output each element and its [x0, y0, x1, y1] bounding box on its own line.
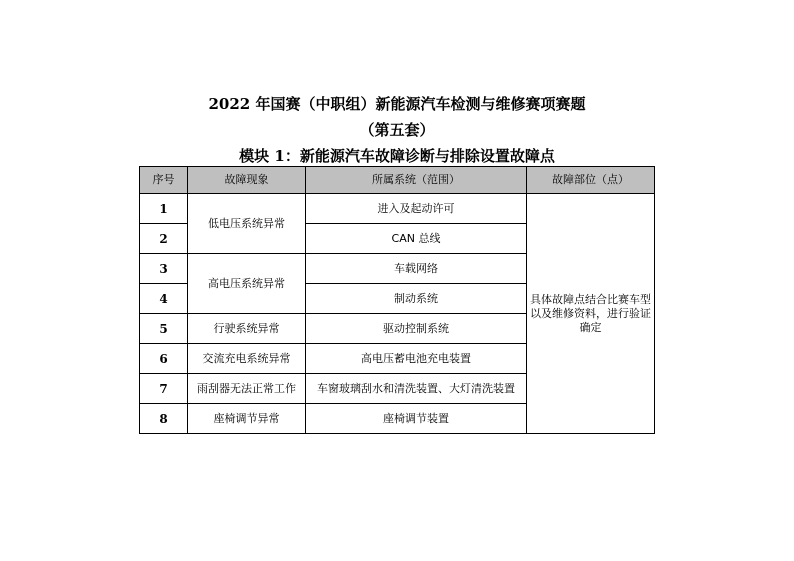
header-no: 序号 [140, 167, 188, 194]
row-system: 驱动控制系统 [306, 314, 527, 344]
row-symptom: 交流充电系统异常 [188, 344, 306, 374]
row-symptom: 行驶系统异常 [188, 314, 306, 344]
table-header-row [140, 167, 655, 194]
row-symptom: 座椅调节异常 [188, 404, 306, 434]
module-heading: 模块 1：新能源汽车故障诊断与排除设置故障点 [239, 147, 555, 165]
row-no: 5 [140, 314, 188, 344]
row-system: 座椅调节装置 [306, 404, 527, 434]
row-no: 6 [140, 344, 188, 374]
row-no: 1 [140, 194, 188, 224]
header-symptom: 故障现象 [188, 167, 306, 194]
row-system: 高电压蓄电池充电装置 [306, 344, 527, 374]
row-no: 4 [140, 284, 188, 314]
row-no: 2 [140, 224, 188, 254]
row-system: 制动系统 [306, 284, 527, 314]
header-location: 故障部位（点） [527, 167, 655, 194]
row-no: 7 [140, 374, 188, 404]
table-row [140, 194, 655, 224]
fault-table [139, 166, 655, 434]
row-no: 8 [140, 404, 188, 434]
row-symptom: 低电压系统异常 [188, 194, 306, 254]
row-system: 车载网络 [306, 254, 527, 284]
row-symptom: 高电压系统异常 [188, 254, 306, 314]
header-system: 所属系统（范围） [306, 167, 527, 194]
row-no: 3 [140, 254, 188, 284]
document-subtitle: （第五套） [359, 121, 435, 139]
row-system: 车窗玻璃刮水和清洗装置、大灯清洗装置 [306, 374, 527, 404]
row-system: CAN 总线 [306, 224, 527, 254]
row-system: 进入及起动许可 [306, 194, 527, 224]
row-symptom: 雨刮器无法正常工作 [188, 374, 306, 404]
document-title: 2022 年国赛（中职组）新能源汽车检测与维修赛项赛题 [208, 95, 586, 113]
location-note: 具体故障点结合比赛车型以及维修资料，进行验证确定 [527, 194, 655, 434]
